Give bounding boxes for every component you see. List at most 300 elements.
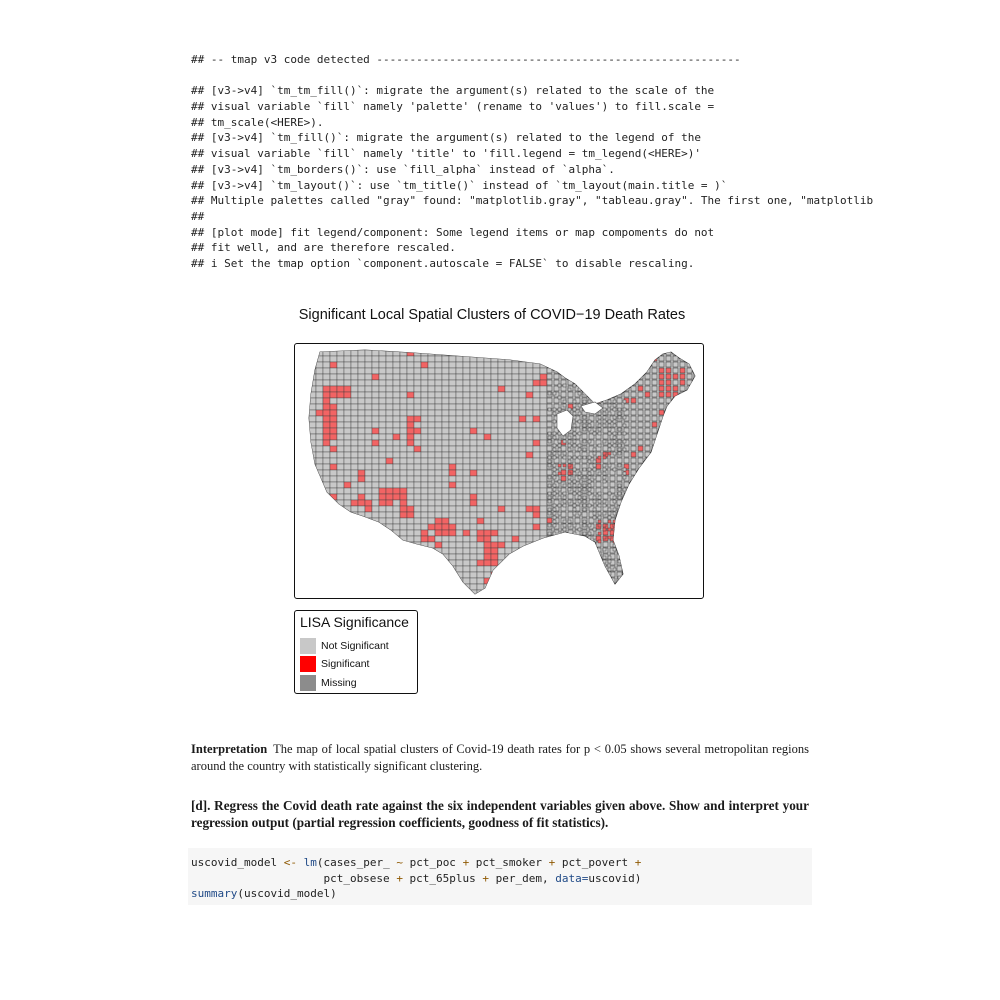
county-cell [372, 572, 379, 578]
county-cell [512, 518, 519, 524]
county-cell [414, 560, 421, 566]
county-cell [687, 368, 692, 373]
county-cell [624, 500, 629, 505]
county-cell [428, 524, 435, 530]
county-cell [477, 458, 484, 464]
county-cell [428, 500, 435, 506]
county-cell [575, 368, 580, 373]
county-cell [421, 566, 428, 572]
county-cell [491, 398, 498, 404]
county-cell [547, 584, 552, 589]
county-cell [638, 548, 643, 553]
county-cell [561, 476, 566, 481]
county-cell [624, 572, 629, 577]
county-cell [701, 350, 703, 355]
county-cell [379, 572, 386, 578]
county-cell [379, 476, 386, 482]
county-cell [491, 422, 498, 428]
county-cell [603, 472, 606, 475]
county-cell [477, 452, 484, 458]
county-cell [407, 524, 414, 530]
county-cell [589, 542, 594, 547]
county-cell [540, 530, 547, 536]
county-cell [659, 500, 664, 505]
county-cell [575, 356, 580, 361]
county-cell [498, 452, 505, 458]
county-cell [323, 512, 330, 518]
county-cell [344, 434, 351, 440]
county-cell [598, 420, 601, 423]
county-cell [578, 572, 581, 575]
county-cell [573, 524, 576, 527]
county-cell [680, 350, 685, 355]
county-cell [365, 362, 372, 368]
county-cell [588, 480, 591, 483]
county-cell [309, 584, 316, 590]
county-cell [302, 428, 309, 434]
county-cell [540, 506, 547, 512]
county-cell [666, 476, 671, 481]
county-cell [435, 566, 442, 572]
county-cell [337, 380, 344, 386]
county-cell [477, 344, 484, 350]
county-cell [365, 410, 372, 416]
county-cell [491, 404, 498, 410]
county-cell [548, 464, 551, 467]
county-cell [687, 572, 692, 577]
county-cell [435, 446, 442, 452]
county-cell [694, 476, 699, 481]
county-cell [386, 506, 393, 512]
county-cell [548, 564, 551, 567]
county-cell [414, 518, 421, 524]
county-cell [558, 472, 561, 475]
county-cell [575, 548, 580, 553]
county-cell [484, 524, 491, 530]
county-cell [526, 428, 533, 434]
county-cell [589, 590, 594, 595]
county-cell [302, 554, 309, 560]
county-cell [316, 446, 323, 452]
county-cell [428, 554, 435, 560]
county-cell [400, 380, 407, 386]
county-cell [596, 476, 601, 481]
county-cell [379, 554, 386, 560]
county-cell [470, 578, 477, 584]
county-cell [652, 530, 657, 535]
county-cell [498, 386, 505, 392]
county-cell [330, 590, 337, 596]
county-cell [623, 384, 626, 387]
county-cell [463, 464, 470, 470]
county-cell [589, 368, 594, 373]
county-cell [589, 386, 594, 391]
county-cell [659, 350, 664, 355]
county-cell [617, 362, 622, 367]
county-cell [491, 410, 498, 416]
county-cell [548, 580, 551, 583]
county-cell [526, 494, 533, 500]
county-cell [687, 554, 692, 559]
county-cell [666, 458, 671, 463]
county-cell [694, 386, 699, 391]
county-cell [701, 434, 703, 439]
county-cell [309, 518, 316, 524]
county-cell [613, 384, 616, 387]
county-cell [638, 518, 643, 523]
county-cell [456, 500, 463, 506]
county-cell [407, 494, 414, 500]
county-cell [673, 530, 678, 535]
county-cell [608, 492, 611, 495]
county-cell [344, 524, 351, 530]
county-cell [547, 398, 552, 403]
county-cell [435, 362, 442, 368]
county-cell [323, 392, 330, 398]
county-cell [613, 512, 616, 515]
county-cell [526, 482, 533, 488]
county-cell [351, 446, 358, 452]
county-cell [477, 518, 484, 524]
county-cell [701, 500, 703, 505]
county-cell [673, 554, 678, 559]
county-cell [553, 452, 556, 455]
county-cell [477, 536, 484, 542]
county-cell [484, 416, 491, 422]
county-cell [694, 446, 699, 451]
county-cell [449, 524, 456, 530]
county-cell [638, 578, 643, 583]
county-cell [505, 392, 512, 398]
county-cell [435, 422, 442, 428]
county-cell [372, 374, 379, 380]
county-cell [624, 566, 629, 571]
county-cell [547, 356, 552, 361]
county-cell [463, 530, 470, 536]
county-cell [498, 488, 505, 494]
county-cell [414, 446, 421, 452]
county-cell [598, 472, 601, 475]
county-cell [687, 428, 692, 433]
county-cell [330, 578, 337, 584]
county-cell [645, 548, 650, 553]
county-cell [463, 368, 470, 374]
county-cell [470, 524, 477, 530]
county-cell [505, 458, 512, 464]
county-cell [428, 536, 435, 542]
county-cell [463, 386, 470, 392]
county-cell [540, 428, 547, 434]
county-cell [449, 584, 456, 590]
county-cell [456, 476, 463, 482]
county-cell [358, 482, 365, 488]
county-cell [491, 350, 498, 356]
county-cell [512, 362, 519, 368]
county-cell [578, 476, 581, 479]
county-cell [365, 482, 372, 488]
county-cell [316, 584, 323, 590]
county-cell [519, 452, 526, 458]
county-cell [358, 380, 365, 386]
county-cell [652, 566, 657, 571]
county-cell [414, 536, 421, 542]
county-cell [673, 350, 678, 355]
county-cell [302, 524, 309, 530]
county-cell [618, 520, 621, 523]
county-cell [477, 434, 484, 440]
county-cell [323, 506, 330, 512]
county-cell [608, 400, 611, 403]
county-cell [673, 542, 678, 547]
county-cell [680, 374, 685, 379]
county-cell [449, 350, 456, 356]
county-cell [449, 392, 456, 398]
county-cell [568, 460, 571, 463]
county-cell [680, 428, 685, 433]
county-cell [449, 470, 456, 476]
county-cell [680, 446, 685, 451]
county-cell [477, 464, 484, 470]
county-cell [526, 356, 533, 362]
county-cell [372, 398, 379, 404]
county-cell [337, 578, 344, 584]
county-cell [598, 396, 601, 399]
county-cell [631, 488, 636, 493]
county-cell [330, 506, 337, 512]
county-cell [638, 572, 643, 577]
county-cell [477, 500, 484, 506]
county-cell [645, 440, 650, 445]
county-cell [358, 494, 365, 500]
county-cell [526, 458, 533, 464]
county-cell [470, 392, 477, 398]
county-cell [666, 392, 671, 397]
county-cell [435, 494, 442, 500]
county-cell [624, 524, 629, 529]
county-cell [561, 554, 566, 559]
county-cell [694, 500, 699, 505]
county-cell [701, 518, 703, 523]
county-cell [477, 356, 484, 362]
county-cell [302, 374, 309, 380]
county-cell [687, 416, 692, 421]
county-cell [484, 494, 491, 500]
county-cell [631, 500, 636, 505]
county-cell [659, 488, 664, 493]
county-cell [295, 584, 302, 590]
county-cell [477, 488, 484, 494]
county-cell [365, 566, 372, 572]
county-cell [638, 596, 643, 598]
county-cell [554, 590, 559, 595]
county-cell [344, 404, 351, 410]
county-cell [623, 516, 626, 519]
county-cell [302, 530, 309, 536]
county-cell [526, 440, 533, 446]
county-cell [393, 488, 400, 494]
county-cell [379, 560, 386, 566]
county-cell [652, 584, 657, 589]
county-cell [372, 422, 379, 428]
county-cell [617, 584, 622, 589]
county-cell [608, 560, 611, 563]
county-cell [526, 584, 533, 590]
county-cell [617, 356, 622, 361]
county-cell [421, 356, 428, 362]
county-cell [526, 524, 533, 530]
county-cell [561, 542, 566, 547]
county-cell [519, 350, 526, 356]
county-cell [379, 464, 386, 470]
county-cell [638, 530, 643, 535]
county-cell [645, 350, 650, 355]
county-cell [701, 530, 703, 535]
county-cell [295, 554, 302, 560]
county-cell [582, 590, 587, 595]
county-cell [498, 422, 505, 428]
county-cell [379, 434, 386, 440]
county-cell [618, 444, 621, 447]
county-cell [484, 386, 491, 392]
county-cell [558, 480, 561, 483]
county-cell [470, 584, 477, 590]
county-cell [624, 506, 629, 511]
county-cell [631, 380, 636, 385]
county-cell [519, 404, 526, 410]
county-cell [316, 494, 323, 500]
county-cell [302, 368, 309, 374]
county-cell [393, 404, 400, 410]
county-cell [351, 596, 358, 598]
county-cell [365, 374, 372, 380]
county-cell [505, 416, 512, 422]
county-cell [687, 536, 692, 541]
county-cell [568, 476, 571, 479]
county-cell [623, 532, 626, 535]
county-cell [456, 350, 463, 356]
county-cell [393, 500, 400, 506]
county-cell [428, 410, 435, 416]
county-cell [575, 350, 580, 355]
code-token: pct_poc [402, 856, 463, 869]
county-cell [351, 422, 358, 428]
county-cell [694, 458, 699, 463]
county-cell [673, 536, 678, 541]
county-cell [435, 440, 442, 446]
county-cell [588, 460, 591, 463]
county-cell [463, 548, 470, 554]
county-cell [309, 596, 316, 598]
console-line: ## i Set the tmap option `component.autoscale = FALSE` to disable rescaling. [191, 256, 695, 270]
county-cell [442, 368, 449, 374]
county-cell [393, 446, 400, 452]
county-cell [666, 488, 671, 493]
county-cell [295, 458, 302, 464]
county-cell [526, 548, 533, 554]
county-cell [498, 380, 505, 386]
county-cell [449, 578, 456, 584]
county-cell [603, 568, 606, 571]
county-cell [553, 504, 556, 507]
county-cell [553, 472, 556, 475]
county-cell [365, 434, 372, 440]
county-cell [631, 434, 636, 439]
county-cell [687, 560, 692, 565]
county-cell [449, 506, 456, 512]
county-cell [687, 530, 692, 535]
county-cell [302, 458, 309, 464]
r-code-block[interactable] [188, 848, 812, 905]
county-cell [463, 446, 470, 452]
county-cell [666, 434, 671, 439]
county-cell [344, 512, 351, 518]
county-cell [568, 596, 573, 598]
county-cell [533, 578, 540, 584]
county-cell [701, 536, 703, 541]
county-cell [548, 508, 551, 511]
county-cell [526, 404, 533, 410]
county-cell [477, 572, 484, 578]
county-cell [442, 410, 449, 416]
county-cell [659, 584, 664, 589]
county-cell [578, 512, 581, 515]
county-cell [666, 380, 671, 385]
county-cell [323, 350, 330, 356]
county-cell [372, 356, 379, 362]
county-cell [558, 396, 561, 399]
county-cell [554, 536, 559, 541]
county-cell [623, 540, 626, 543]
county-cell [519, 464, 526, 470]
county-cell [421, 584, 428, 590]
county-cell [547, 446, 552, 451]
county-cell [400, 590, 407, 596]
county-cell [351, 512, 358, 518]
county-cell [624, 368, 629, 373]
county-cell [659, 374, 664, 379]
county-cell [673, 560, 678, 565]
county-cell [512, 428, 519, 434]
county-cell [540, 434, 547, 440]
county-cell [598, 504, 601, 507]
county-cell [659, 398, 664, 403]
county-cell [512, 404, 519, 410]
county-cell [498, 458, 505, 464]
county-cell [583, 424, 586, 427]
county-cell [449, 464, 456, 470]
county-cell [491, 524, 498, 530]
county-cell [666, 452, 671, 457]
county-cell [694, 548, 699, 553]
county-cell [491, 476, 498, 482]
county-cell [400, 410, 407, 416]
county-cell [547, 596, 552, 598]
county-cell [456, 506, 463, 512]
county-cell [491, 482, 498, 488]
county-cell [561, 356, 566, 361]
county-cell [372, 362, 379, 368]
county-cell [295, 470, 302, 476]
county-cell [526, 398, 533, 404]
county-cell [553, 512, 556, 515]
county-cell [533, 380, 540, 386]
county-cell [573, 504, 576, 507]
county-cell [540, 446, 547, 452]
county-cell [512, 512, 519, 518]
county-cell [603, 494, 608, 499]
county-cell [407, 548, 414, 554]
county-cell [553, 536, 556, 539]
